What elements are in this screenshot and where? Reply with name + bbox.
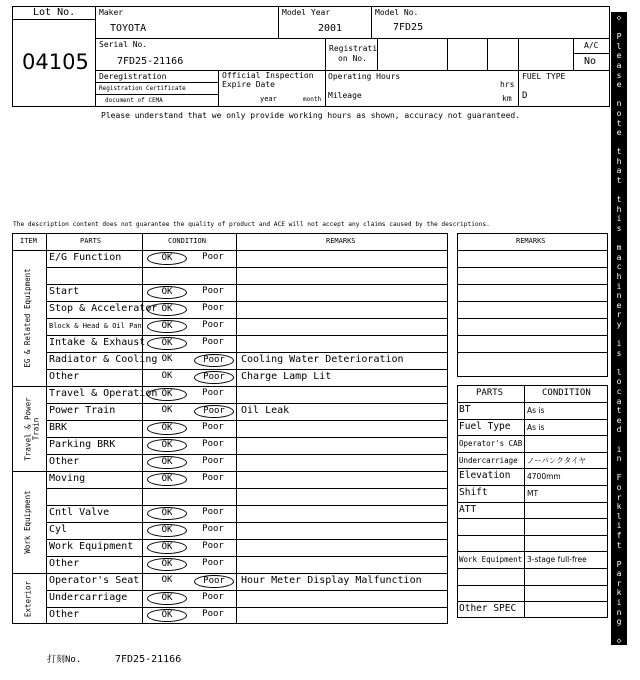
sidebar-char: r (616, 578, 622, 588)
group-label: Exterior (23, 580, 32, 617)
fuel-type-value: D (522, 91, 528, 101)
spec-row-part: Fuel Type (459, 420, 511, 432)
sidebar-char: o (616, 108, 622, 118)
sidebar-char: i (616, 598, 622, 608)
sidebar-char: P (616, 559, 622, 569)
condition-ok[interactable]: OK (147, 592, 187, 605)
condition-poor[interactable]: Poor (202, 609, 224, 619)
condition-ok[interactable]: OK (161, 371, 173, 381)
sidebar-char: k (616, 588, 622, 598)
table-row-remark: Charge Lamp Lit (241, 371, 332, 382)
sidebar-char: a (616, 252, 622, 262)
table-row-part: Block & Head & Oil Pan (49, 322, 142, 330)
spec-row-part: ATT (459, 503, 477, 515)
sidebar-char: e (616, 51, 622, 61)
ac-label: A/C (584, 41, 599, 50)
condition-poor[interactable]: Poor (202, 337, 224, 347)
registration-label-2: on No. (338, 54, 367, 63)
sidebar-char: a (616, 166, 622, 176)
sidebar-char: o (616, 482, 622, 492)
sidebar-char: a (616, 569, 622, 579)
spec-col-parts: PARTS (476, 388, 504, 398)
condition-ok[interactable]: OK (147, 422, 187, 435)
sidebar-char: m (616, 243, 622, 253)
official-inspection-label-1: Official Inspection (222, 71, 314, 80)
spec-row-part: Work Equipment (459, 555, 523, 565)
condition-poor[interactable]: Poor (202, 286, 224, 296)
table-row-part: Other (49, 558, 80, 569)
table-row-remark: Hour Meter Display Malfunction (241, 575, 422, 586)
spec-row-value: ノーパンクタイヤ (527, 455, 586, 465)
sidebar-char: a (616, 396, 622, 406)
official-inspection-label-2: Expire Date (222, 80, 275, 89)
location-note-sidebar (611, 12, 627, 645)
condition-poor[interactable]: Poor (202, 320, 224, 330)
sidebar-char: f (616, 530, 622, 540)
group-label: EG & Related Equipment (23, 268, 32, 368)
table-row-part: Other (49, 371, 80, 382)
hrs-label: hrs (500, 80, 515, 89)
sidebar-char: y (616, 319, 622, 329)
sidebar-char: t (616, 540, 622, 550)
month-label: month (303, 96, 322, 103)
spec-row-value: As is (527, 406, 545, 415)
sidebar-char: i (616, 281, 622, 291)
sidebar-char: g (616, 617, 622, 627)
sidebar-char: n (616, 454, 622, 464)
sidebar-char: e (616, 415, 622, 425)
ac-value: No (584, 56, 597, 67)
sidebar-char: n (616, 99, 622, 109)
sidebar-char: s (616, 224, 622, 233)
table-row-part: Intake & Exhaust (49, 337, 146, 348)
sidebar-char: P (616, 32, 622, 42)
table-row-part: Work Equipment (49, 541, 134, 552)
km-label: km (502, 94, 512, 103)
maker-value: TOYOTA (110, 23, 147, 34)
sidebar-char: s (616, 70, 622, 80)
sidebar-char: i (616, 521, 622, 531)
sidebar-char: t (616, 176, 622, 186)
stamp-value: 7FD25-21166 (115, 654, 182, 665)
sidebar-char: i (616, 214, 622, 224)
spec-row-part: Elevation (459, 470, 511, 482)
table-row-part: Cntl Valve (49, 507, 110, 518)
spec-row-part: Operator's CAB (459, 439, 523, 449)
table-row-part: Power Train (49, 405, 116, 416)
table-row-part: Travel & Operation (49, 388, 158, 399)
sidebar-char: a (616, 60, 622, 70)
deregistration-label: Deregistration (99, 72, 167, 81)
condition-ok[interactable]: OK (147, 252, 187, 265)
sidebar-text (611, 12, 612, 13)
sidebar-char: t (616, 406, 622, 416)
lot-no-label: Lot No. (33, 7, 76, 18)
condition-ok[interactable]: OK (147, 541, 187, 554)
sidebar-char: c (616, 262, 622, 272)
table-row-part: Stop & Accelerator (49, 303, 158, 314)
table-row-part: BRK (49, 422, 68, 433)
condition-poor[interactable]: Poor (202, 524, 224, 534)
sidebar-char: F (616, 473, 622, 483)
model-no-value: 7FD25 (393, 22, 424, 33)
condition-poor[interactable]: Poor (202, 473, 224, 483)
model-year-label: Model Year (282, 8, 331, 17)
table-row-part: Cyl (49, 524, 68, 535)
sidebar-char: e (616, 80, 622, 90)
sidebar-char: l (616, 511, 622, 521)
condition-poor[interactable]: Poor (202, 439, 224, 449)
sidebar-char: n (616, 607, 622, 617)
table-row-part: Moving (49, 473, 86, 484)
condition-ok[interactable]: OK (161, 405, 173, 415)
spec-row-value: MT (527, 489, 539, 498)
serial-no-label: Serial No. (99, 40, 148, 49)
table-row-remark: Cooling Water Deterioration (241, 354, 404, 365)
sidebar-char: l (616, 41, 622, 51)
registration-label-1: Registrati (329, 44, 378, 53)
condition-poor[interactable]: Poor (202, 456, 224, 466)
col-parts-header: PARTS (80, 237, 102, 245)
serial-no-value: 7FD25-21166 (117, 56, 184, 67)
condition-poor[interactable]: Poor (194, 371, 234, 384)
maker-label: Maker (99, 8, 124, 17)
model-year-value: 2001 (318, 23, 343, 34)
disclaimer: The description content does not guarantee the quality of product and ACE will not accept any claims caused by the descriptions. (13, 221, 490, 228)
condition-poor[interactable]: Poor (202, 252, 224, 262)
fuel-type-label: FUEL TYPE (522, 72, 566, 81)
spec-row-value: 3-stage full-free (527, 555, 587, 565)
lot-no-value: 04105 (22, 50, 89, 74)
spec-row-value: 4700mm (527, 472, 561, 482)
condition-poor[interactable]: Poor (194, 405, 234, 418)
spec-row-part: BT (459, 404, 471, 415)
sidebar-char: h (616, 271, 622, 281)
year-label: year (260, 95, 277, 103)
condition-ok[interactable]: OK (147, 320, 187, 333)
condition-poor[interactable]: Poor (194, 575, 234, 588)
condition-ok[interactable]: OK (161, 575, 173, 585)
spec-col-condition: CONDITION (542, 388, 591, 398)
sidebar-char: r (616, 310, 622, 320)
table-row-part: Parking BRK (49, 439, 116, 450)
table-row-remark: Oil Leak (241, 405, 290, 416)
cema-label: document of CEMA (105, 97, 163, 104)
col-remarks-header: REMARKS (326, 237, 356, 245)
sidebar-char: i (616, 339, 622, 349)
sidebar-char: s (616, 348, 622, 358)
table-row-part: Other (49, 456, 80, 467)
sidebar-char: ◇ (616, 13, 622, 22)
condition-ok[interactable]: OK (147, 286, 187, 299)
sidebar-char: i (616, 444, 622, 454)
sidebar-char: h (616, 204, 622, 214)
condition-ok[interactable]: OK (147, 337, 187, 350)
group-label: Work Equipment (23, 490, 32, 554)
sidebar-char: l (616, 367, 622, 377)
col-condition-header: CONDITION (168, 237, 206, 245)
spec-row-value: As is (527, 422, 545, 432)
condition-poor[interactable]: Poor (202, 541, 224, 551)
table-row-part: E/G Function (49, 252, 122, 263)
condition-poor[interactable]: Poor (202, 422, 224, 432)
registration-certificate-label: Registration Certificate (99, 85, 186, 92)
table-row-part: Undercarriage (49, 592, 128, 603)
sidebar-char: e (616, 128, 622, 138)
sidebar-char: ◇ (616, 636, 622, 646)
condition-ok[interactable]: OK (147, 303, 187, 316)
table-row-part: Operator's Seat (49, 575, 140, 586)
group-label: Travel & Power Train (23, 396, 40, 461)
right-remarks-header: REMARKS (516, 237, 546, 245)
condition-ok[interactable]: OK (147, 439, 187, 452)
spec-row-part: Other SPEC (459, 603, 517, 615)
sidebar-char: e (616, 300, 622, 310)
condition-poor[interactable]: Poor (202, 388, 224, 398)
sidebar-char: t (616, 147, 622, 157)
condition-ok[interactable]: OK (147, 507, 187, 520)
sidebar-char: h (616, 156, 622, 166)
condition-poor[interactable]: Poor (202, 507, 224, 517)
spec-row-part: Undercarriage (459, 455, 518, 465)
condition-poor[interactable]: Poor (202, 558, 224, 568)
condition-ok[interactable]: OK (161, 354, 173, 364)
condition-ok[interactable]: OK (147, 609, 187, 622)
sidebar-char: d (616, 425, 622, 435)
condition-ok[interactable]: OK (147, 473, 187, 486)
condition-poor[interactable]: Poor (194, 354, 234, 367)
condition-ok[interactable]: OK (147, 524, 187, 537)
mileage-label: Mileage (328, 91, 362, 100)
sidebar-char: t (616, 195, 622, 205)
model-no-label: Model No. (375, 8, 419, 17)
sidebar-char: r (616, 492, 622, 502)
sidebar-char: c (616, 387, 622, 397)
condition-ok[interactable]: OK (147, 388, 187, 401)
stamp-label: 打刻No. (47, 655, 82, 665)
condition-ok[interactable]: OK (147, 456, 187, 469)
spec-row-part: Shift (459, 487, 488, 498)
condition-poor[interactable]: Poor (202, 303, 224, 313)
table-row-part: Other (49, 609, 80, 620)
table-row-part: Radiator & Cooling (49, 354, 158, 365)
condition-poor[interactable]: Poor (202, 592, 224, 602)
operating-hours-label: Operating Hours (328, 72, 401, 81)
right-remarks-box (457, 233, 608, 377)
sidebar-char: o (616, 377, 622, 387)
hours-notice: Please understand that we only provide working hours as shown, accuracy not guaranteed. (101, 111, 521, 120)
sidebar-char: k (616, 502, 622, 512)
col-item-header: ITEM (20, 237, 37, 245)
sidebar-char: n (616, 291, 622, 301)
condition-ok[interactable]: OK (147, 558, 187, 571)
table-row-part: Start (49, 286, 80, 297)
sidebar-char: t (616, 118, 622, 128)
